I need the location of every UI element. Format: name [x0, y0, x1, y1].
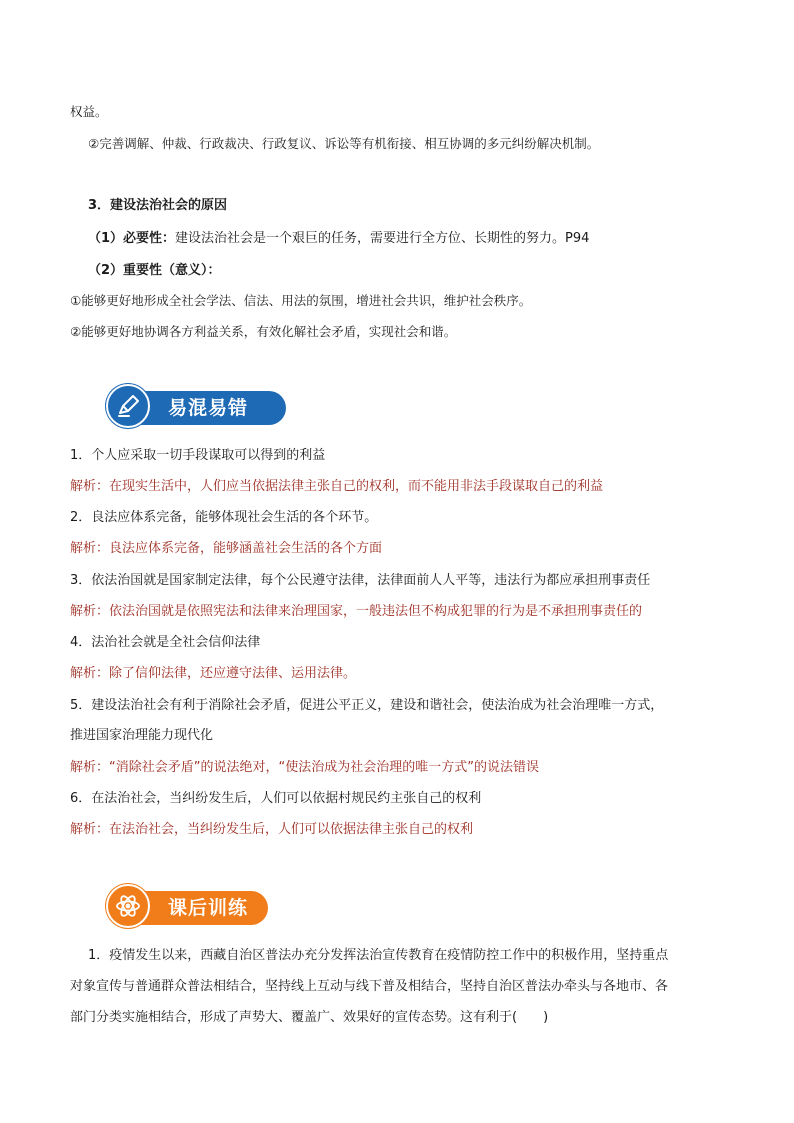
list-item: ②能够更好地协调各方利益关系，有效化解社会矛盾，实现社会和谐。: [70, 324, 457, 339]
question-item: 1．个人应采取一切手段谋取可以得到的利益: [70, 448, 326, 463]
question-item-continued: 推进国家治理能力现代化: [70, 728, 214, 743]
pencil-icon: [106, 384, 150, 428]
question-item: 2．良法应体系完备，能够体现社会生活的各个环节。: [70, 510, 378, 525]
paragraph-text: [88, 231, 589, 247]
subheading: （2）重要性（意义）：: [88, 263, 221, 278]
banner-title: 课后训练: [118, 891, 268, 925]
answer-item: 解析：依法治国就是依照宪法和法律来治理国家，一般违法但不构成犯罪的行为是不承担刑事责任的: [70, 604, 643, 619]
question-text: 部门分类实施相结合，形成了声势大、覆盖广、效果好的宣传态势。这有利于( ): [70, 1010, 549, 1025]
question-item: 5．建设法治社会有利于消除社会矛盾，促进公平正义，建设和谐社会，使法治成为社会治理唯一方式，: [70, 698, 664, 713]
answer-item: 解析：除了信仰法律，还应遵守法律、运用法律。: [70, 666, 357, 681]
answer-item: 解析：“消除社会矛盾”的说法绝对，“使法治成为社会治理的唯一方式”的说法错误: [70, 760, 539, 775]
question-text: 1．疫情发生以来，西藏自治区普法办充分发挥法治宣传教育在疫情防控工作中的积极作用，坚持重点: [88, 948, 669, 963]
question-item: 6．在法治社会，当纠纷发生后，人们可以依据村规民约主张自己的权利: [70, 791, 482, 806]
answer-item: 解析：良法应体系完备，能够涵盖社会生活的各个方面: [70, 541, 383, 556]
question-item: 4．法治社会就是全社会信仰法律: [70, 635, 261, 650]
subheading: （1）必要性：: [88, 231, 176, 246]
banner-title: 易混易错: [118, 391, 286, 425]
answer-item: 解析：在法治社会，当纠纷发生后，人们可以依据法律主张自己的权利: [70, 822, 474, 837]
question-item: 3．依法治国就是国家制定法律，每个公民遵守法律，法律面前人人平等，违法行为都应承担刑事责任: [70, 573, 651, 588]
list-item: ①能够更好地形成全社会学法、信法、用法的氛围，增进社会共识，维护社会秩序。: [70, 293, 532, 308]
answer-item: 解析：在现实生活中，人们应当依据法律主张自己的权利，而不能用非法手段谋取自己的利益: [70, 479, 604, 494]
section-heading: 3．建设法治社会的原因: [88, 198, 228, 213]
paragraph-text: 权益。: [70, 104, 108, 119]
paragraph-text: 建设法治社会是一个艰巨的任务，需要进行全方位、长期性的努力。P94: [175, 231, 590, 246]
atom-icon: [106, 884, 150, 928]
paragraph-text: ②完善调解、仲裁、行政裁决、行政复议、诉讼等有机衔接、相互协调的多元纠纷解决机制。: [88, 136, 600, 151]
question-text: 对象宣传与普通群众普法相结合，坚持线上互动与线下普及相结合，坚持自治区普法办牵头与各地市、各: [70, 979, 669, 994]
